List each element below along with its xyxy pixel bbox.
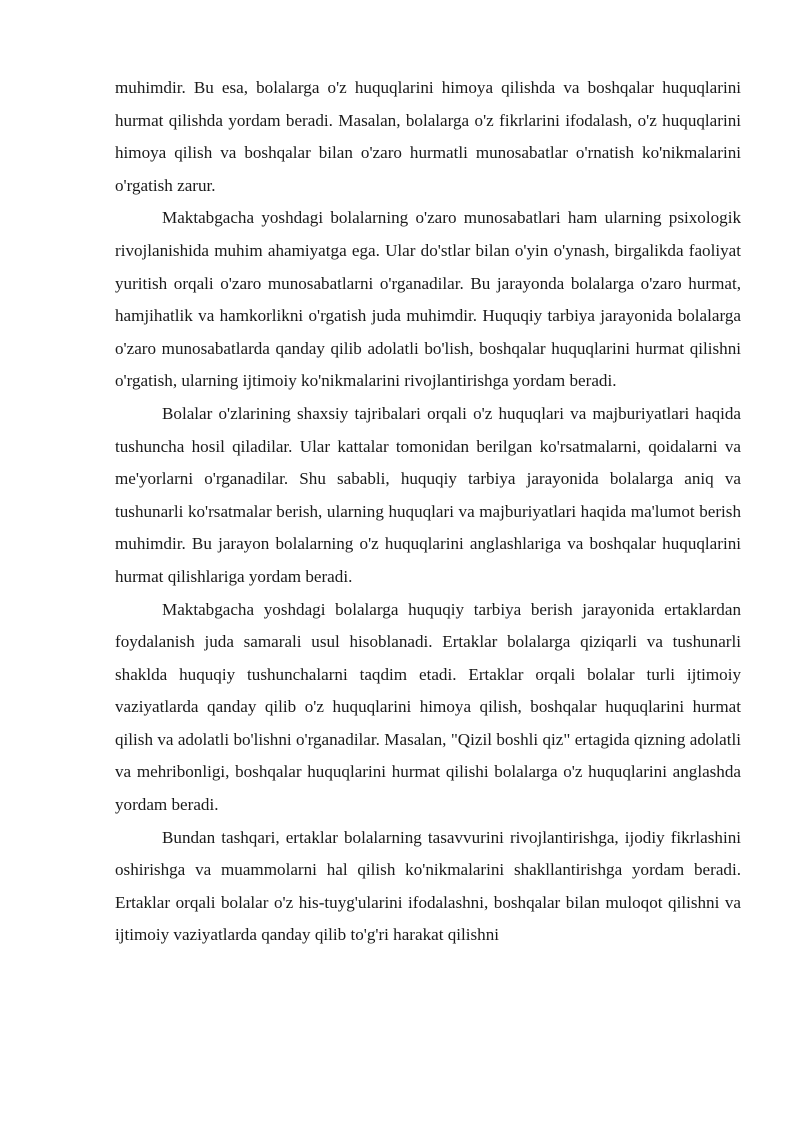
paragraph: Maktabgacha yoshdagi bolalarning o'zaro munosabatlari ham ularning psixologik rivojlanishida muhim ahamiyatga ega. Ular do'stlar bilan o'yin o'ynash, birgalikda faoliyat yuritish orqali o'zaro munosabatlarni o'rganadilar. Bu jarayonda bolalarga o'zaro hurmat, hamjihatlik va hamkorlikni o'rgatish juda muhimdir. Huquqiy tarbiya jarayonida bolalarga o'zaro munosabatlarda qanday qilib adolatli bo'lish, boshqalar huquqlarini hurmat qilishni o'rgatish, ularning ijtimoiy ko'nikmalarini rivojlantirishga yordam beradi.	[115, 208, 741, 391]
paragraph: Bolalar o'zlarining shaxsiy tajribalari orqali o'z huquqlari va majburiyatlari haqida tushuncha hosil qiladilar. Ular kattalar tomonidan berilgan ko'rsatmalarni, qoidalarni va me'yorlarni o'rganadilar. Shu sababli, huquqiy tarbiya jarayonida bolalarga aniq va tushunarli ko'rsatmalar berish, ularning huquqlari va majburiyatlari haqida ma'lumot berish muhimdir. Bu jarayon bolalarning o'z huquqlarini anglashlariga va boshqalar huquqlarini hurmat qilishlariga yordam beradi.	[115, 403, 741, 586]
paragraph-continuation: muhimdir. Bu esa, bolalarga o'z huquqlarini himoya qilishda va boshqalar huquqlarini hurmat qilishda yordam beradi. Masalan, bolalarga o'z fikrlarini ifodalash, o'z huquqlarini himoya qilish va boshqalar bilan o'zaro hurmatli munosabatlar o'rnatish ko'nikmalarini o'rgatish zarur.	[115, 78, 741, 195]
paragraph: Bundan tashqari, ertaklar bolalarning tasavvurini rivojlantirishga, ijodiy fikrlashini oshirishga va muammolarni hal qilish ko'nikmalarini shakllantirishga yordam beradi. Ertaklar orqali bolalar o'z his-tuyg'ularini ifodalashni, boshqalar bilan muloqot qilishni va ijtimoiy vaziyatlarda qanday qilib to'g'ri harakat qilishni	[115, 827, 741, 945]
paragraph: Maktabgacha yoshdagi bolalarga huquqiy tarbiya berish jarayonida ertaklardan foydalanish juda samarali usul hisoblanadi. Ertaklar bolalarga qiziqarli va tushunarli shaklda huquqiy tushunchalarni taqdim etadi. Ertaklar orqali bolalar turli ijtimoiy vaziyatlarda qanday qilib o'z huquqlarini himoya qilish, boshqalar huquqlarini hurmat qilish va adolatli bo'lishni o'rganadilar. Masalan, "Qizil boshli qiz" ertagida qizning adolatli va mehribonligi, boshqalar huquqlarini hurmat qilishi bolalarga o'z huquqlarini anglashda yordam beradi.	[115, 599, 741, 815]
document-body	[115, 72, 741, 952]
